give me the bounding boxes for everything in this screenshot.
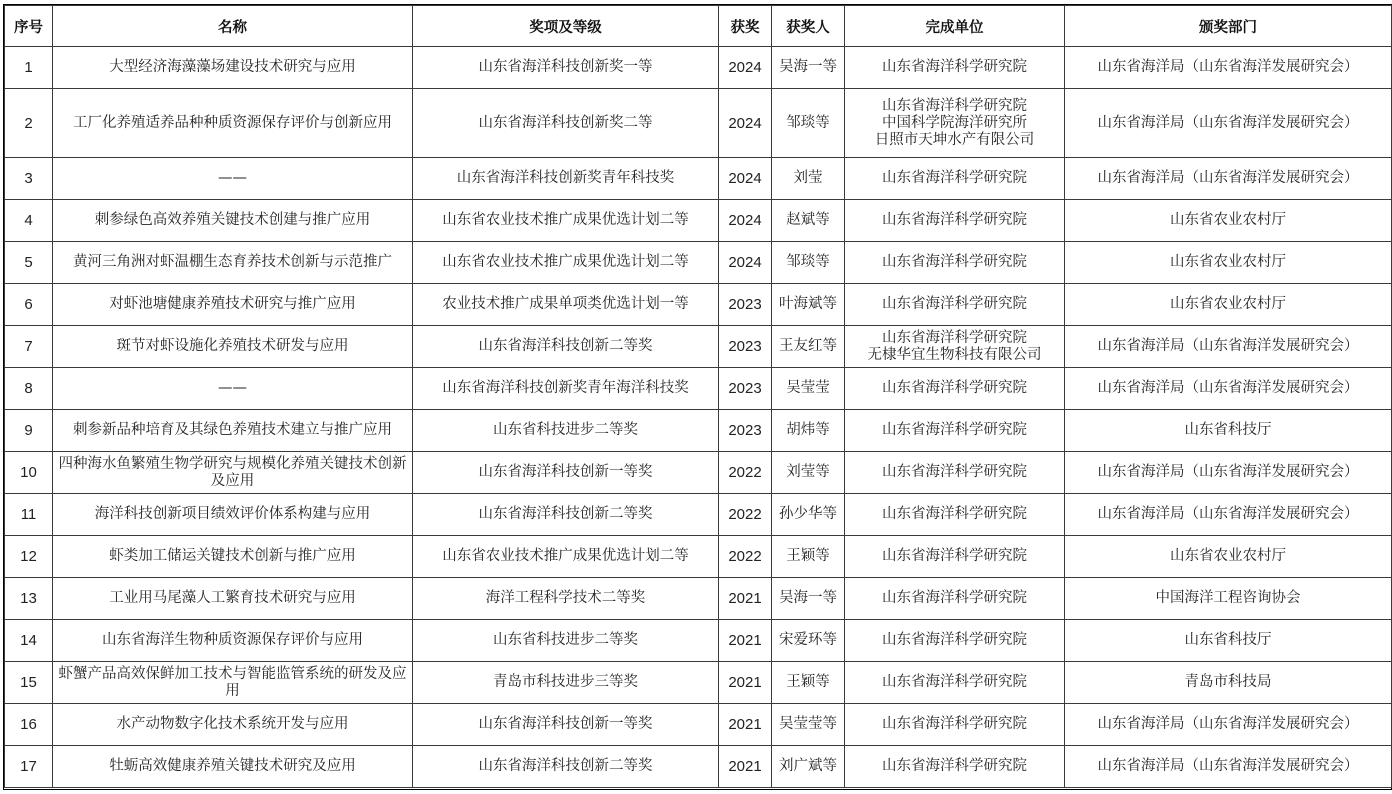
cell-year: 2021 <box>719 578 772 620</box>
header-year: 获奖 <box>719 6 772 47</box>
table-row <box>5 47 1392 89</box>
table-row <box>5 662 1392 704</box>
cell-winner: 刘莹等 <box>772 452 845 494</box>
cell-winner: 刘广斌等 <box>772 746 845 788</box>
cell-prize: 山东省海洋科技创新二等奖 <box>413 326 719 368</box>
awards-table-body <box>5 47 1392 788</box>
table-row <box>5 536 1392 578</box>
cell-prize: 山东省科技进步二等奖 <box>413 410 719 452</box>
table-row <box>5 326 1392 368</box>
cell-idx: 10 <box>5 452 53 494</box>
cell-year: 2024 <box>719 242 772 284</box>
cell-unit <box>845 578 1065 620</box>
cell-prize: 山东省海洋科技创新二等奖 <box>413 746 719 788</box>
table-row <box>5 368 1392 410</box>
unit-line: 山东省海洋科学研究院 <box>882 329 1027 346</box>
cell-dept: 山东省海洋局（山东省海洋发展研究会） <box>1065 326 1392 368</box>
cell-idx: 14 <box>5 620 53 662</box>
cell-winner: 吴莹莹 <box>772 368 845 410</box>
cell-name: 四种海水鱼繁殖生物学研究与规模化养殖关键技术创新及应用 <box>53 452 413 494</box>
cell-year: 2021 <box>719 620 772 662</box>
cell-name: 刺参新品种培育及其绿色养殖技术建立与推广应用 <box>53 410 413 452</box>
cell-unit <box>845 200 1065 242</box>
cell-idx: 8 <box>5 368 53 410</box>
cell-dept: 山东省海洋局（山东省海洋发展研究会） <box>1065 746 1392 788</box>
cell-idx: 17 <box>5 746 53 788</box>
cell-unit <box>845 494 1065 536</box>
cell-name: 工厂化养殖适养品种种质资源保存评价与创新应用 <box>53 89 413 158</box>
header-winner: 获奖人 <box>772 6 845 47</box>
cell-prize: 山东省海洋科技创新奖一等 <box>413 47 719 89</box>
cell-idx: 2 <box>5 89 53 158</box>
cell-name: 黄河三角洲对虾温棚生态育养技术创新与示范推广 <box>53 242 413 284</box>
table-row <box>5 620 1392 662</box>
table-row <box>5 284 1392 326</box>
cell-name: 虾类加工储运关键技术创新与推广应用 <box>53 536 413 578</box>
cell-year: 2024 <box>719 200 772 242</box>
cell-prize: 山东省农业技术推广成果优选计划二等 <box>413 200 719 242</box>
header-unit: 完成单位 <box>845 6 1065 47</box>
unit-line: 山东省海洋科学研究院 <box>882 716 1027 732</box>
cell-idx: 6 <box>5 284 53 326</box>
cell-winner: 吴海一等 <box>772 578 845 620</box>
cell-year: 2022 <box>719 494 772 536</box>
cell-dept: 山东省海洋局（山东省海洋发展研究会） <box>1065 89 1392 158</box>
unit-line: 山东省海洋科学研究院 <box>882 506 1027 522</box>
unit-line: 山东省海洋科学研究院 <box>882 296 1027 312</box>
cell-prize: 山东省科技进步二等奖 <box>413 620 719 662</box>
cell-name: —— <box>53 368 413 410</box>
cell-idx: 12 <box>5 536 53 578</box>
unit-line: 无棣华宜生物科技有限公司 <box>867 346 1042 363</box>
cell-winner: 刘莹 <box>772 158 845 200</box>
cell-winner: 王友红等 <box>772 326 845 368</box>
cell-unit <box>845 704 1065 746</box>
cell-unit <box>845 452 1065 494</box>
table-row <box>5 158 1392 200</box>
cell-name: 虾蟹产品高效保鲜加工技术与智能监管系统的研发及应用 <box>53 662 413 704</box>
cell-name: 大型经济海藻藻场建设技术研究与应用 <box>53 47 413 89</box>
cell-prize: 农业技术推广成果单项类优选计划一等 <box>413 284 719 326</box>
unit-line: 山东省海洋科学研究院 <box>882 380 1027 396</box>
cell-dept: 山东省科技厅 <box>1065 620 1392 662</box>
cell-dept: 山东省海洋局（山东省海洋发展研究会） <box>1065 158 1392 200</box>
cell-unit <box>845 620 1065 662</box>
unit-line: 山东省海洋科学研究院 <box>882 97 1027 114</box>
cell-unit <box>845 368 1065 410</box>
cell-name: —— <box>53 158 413 200</box>
awards-table <box>4 5 1392 788</box>
table-row <box>5 242 1392 284</box>
cell-idx: 11 <box>5 494 53 536</box>
cell-name: 海洋科技创新项目绩效评价体系构建与应用 <box>53 494 413 536</box>
cell-name: 斑节对虾设施化养殖技术研发与应用 <box>53 326 413 368</box>
cell-unit <box>845 746 1065 788</box>
cell-name: 对虾池塘健康养殖技术研究与推广应用 <box>53 284 413 326</box>
cell-prize: 山东省农业技术推广成果优选计划二等 <box>413 536 719 578</box>
cell-unit <box>845 158 1065 200</box>
table-row <box>5 704 1392 746</box>
cell-year: 2021 <box>719 704 772 746</box>
cell-prize: 山东省海洋科技创新二等奖 <box>413 494 719 536</box>
cell-year: 2021 <box>719 662 772 704</box>
cell-winner: 吴莹莹等 <box>772 704 845 746</box>
table-row <box>5 200 1392 242</box>
header-idx: 序号 <box>5 6 53 47</box>
cell-prize: 山东省海洋科技创新一等奖 <box>413 452 719 494</box>
unit-line: 山东省海洋科学研究院 <box>882 548 1027 564</box>
cell-name: 水产动物数字化技术系统开发与应用 <box>53 704 413 746</box>
cell-name: 刺参绿色高效养殖关键技术创建与推广应用 <box>53 200 413 242</box>
cell-unit <box>845 410 1065 452</box>
cell-idx: 9 <box>5 410 53 452</box>
cell-unit <box>845 662 1065 704</box>
unit-line: 山东省海洋科学研究院 <box>882 212 1027 228</box>
unit-line: 山东省海洋科学研究院 <box>882 758 1027 774</box>
cell-unit <box>845 89 1065 158</box>
cell-year: 2024 <box>719 89 772 158</box>
unit-line: 山东省海洋科学研究院 <box>882 422 1027 438</box>
unit-line: 日照市天坤水产有限公司 <box>874 131 1035 148</box>
cell-idx: 4 <box>5 200 53 242</box>
cell-dept: 山东省农业农村厅 <box>1065 536 1392 578</box>
cell-prize: 海洋工程科学技术二等奖 <box>413 578 719 620</box>
cell-dept: 山东省海洋局（山东省海洋发展研究会） <box>1065 47 1392 89</box>
cell-winner: 叶海斌等 <box>772 284 845 326</box>
cell-unit <box>845 326 1065 368</box>
cell-name: 工业用马尾藻人工繁育技术研究与应用 <box>53 578 413 620</box>
cell-year: 2022 <box>719 452 772 494</box>
header-name: 名称 <box>53 6 413 47</box>
cell-idx: 13 <box>5 578 53 620</box>
header-row <box>5 6 1392 47</box>
cell-dept: 山东省海洋局（山东省海洋发展研究会） <box>1065 494 1392 536</box>
unit-line: 山东省海洋科学研究院 <box>882 170 1027 186</box>
cell-dept: 山东省农业农村厅 <box>1065 284 1392 326</box>
cell-dept: 山东省农业农村厅 <box>1065 200 1392 242</box>
cell-winner: 王颖等 <box>772 662 845 704</box>
cell-prize: 青岛市科技进步三等奖 <box>413 662 719 704</box>
cell-dept: 山东省农业农村厅 <box>1065 242 1392 284</box>
cell-year: 2021 <box>719 746 772 788</box>
cell-idx: 5 <box>5 242 53 284</box>
cell-year: 2023 <box>719 326 772 368</box>
unit-line: 山东省海洋科学研究院 <box>882 590 1027 606</box>
cell-dept: 青岛市科技局 <box>1065 662 1392 704</box>
cell-year: 2023 <box>719 410 772 452</box>
cell-unit <box>845 242 1065 284</box>
cell-unit <box>845 284 1065 326</box>
unit-line: 山东省海洋科学研究院 <box>882 632 1027 648</box>
table-row <box>5 746 1392 788</box>
cell-name: 牡蛎高效健康养殖关键技术研究及应用 <box>53 746 413 788</box>
unit-line: 山东省海洋科学研究院 <box>882 254 1027 270</box>
cell-prize: 山东省海洋科技创新一等奖 <box>413 704 719 746</box>
cell-year: 2023 <box>719 368 772 410</box>
cell-winner: 孙少华等 <box>772 494 845 536</box>
cell-prize: 山东省农业技术推广成果优选计划二等 <box>413 242 719 284</box>
cell-prize: 山东省海洋科技创新奖青年科技奖 <box>413 158 719 200</box>
table-row <box>5 410 1392 452</box>
cell-unit <box>845 536 1065 578</box>
header-prize: 奖项及等级 <box>413 6 719 47</box>
cell-winner: 吴海一等 <box>772 47 845 89</box>
cell-dept: 中国海洋工程咨询协会 <box>1065 578 1392 620</box>
cell-dept: 山东省科技厅 <box>1065 410 1392 452</box>
cell-idx: 7 <box>5 326 53 368</box>
cell-year: 2022 <box>719 536 772 578</box>
unit-line: 中国科学院海洋研究所 <box>882 114 1027 131</box>
cell-winner: 邹琰等 <box>772 89 845 158</box>
cell-winner: 胡炜等 <box>772 410 845 452</box>
table-row <box>5 89 1392 158</box>
cell-prize: 山东省海洋科技创新奖二等 <box>413 89 719 158</box>
cell-year: 2024 <box>719 47 772 89</box>
unit-line: 山东省海洋科学研究院 <box>882 674 1027 690</box>
cell-dept: 山东省海洋局（山东省海洋发展研究会） <box>1065 704 1392 746</box>
unit-line: 山东省海洋科学研究院 <box>882 59 1027 75</box>
cell-winner: 邹琰等 <box>772 242 845 284</box>
cell-year: 2023 <box>719 284 772 326</box>
cell-dept: 山东省海洋局（山东省海洋发展研究会） <box>1065 452 1392 494</box>
cell-winner: 宋爱环等 <box>772 620 845 662</box>
cell-dept: 山东省海洋局（山东省海洋发展研究会） <box>1065 368 1392 410</box>
cell-unit <box>845 47 1065 89</box>
awards-sheet <box>4 5 1392 788</box>
table-row <box>5 578 1392 620</box>
cell-winner: 王颖等 <box>772 536 845 578</box>
unit-line: 山东省海洋科学研究院 <box>882 464 1027 480</box>
cell-idx: 16 <box>5 704 53 746</box>
cell-prize: 山东省海洋科技创新奖青年海洋科技奖 <box>413 368 719 410</box>
cell-year: 2024 <box>719 158 772 200</box>
cell-idx: 3 <box>5 158 53 200</box>
cell-idx: 15 <box>5 662 53 704</box>
cell-idx: 1 <box>5 47 53 89</box>
table-row <box>5 452 1392 494</box>
header-dept: 颁奖部门 <box>1065 6 1392 47</box>
cell-winner: 赵斌等 <box>772 200 845 242</box>
table-row <box>5 494 1392 536</box>
cell-name: 山东省海洋生物种质资源保存评价与应用 <box>53 620 413 662</box>
